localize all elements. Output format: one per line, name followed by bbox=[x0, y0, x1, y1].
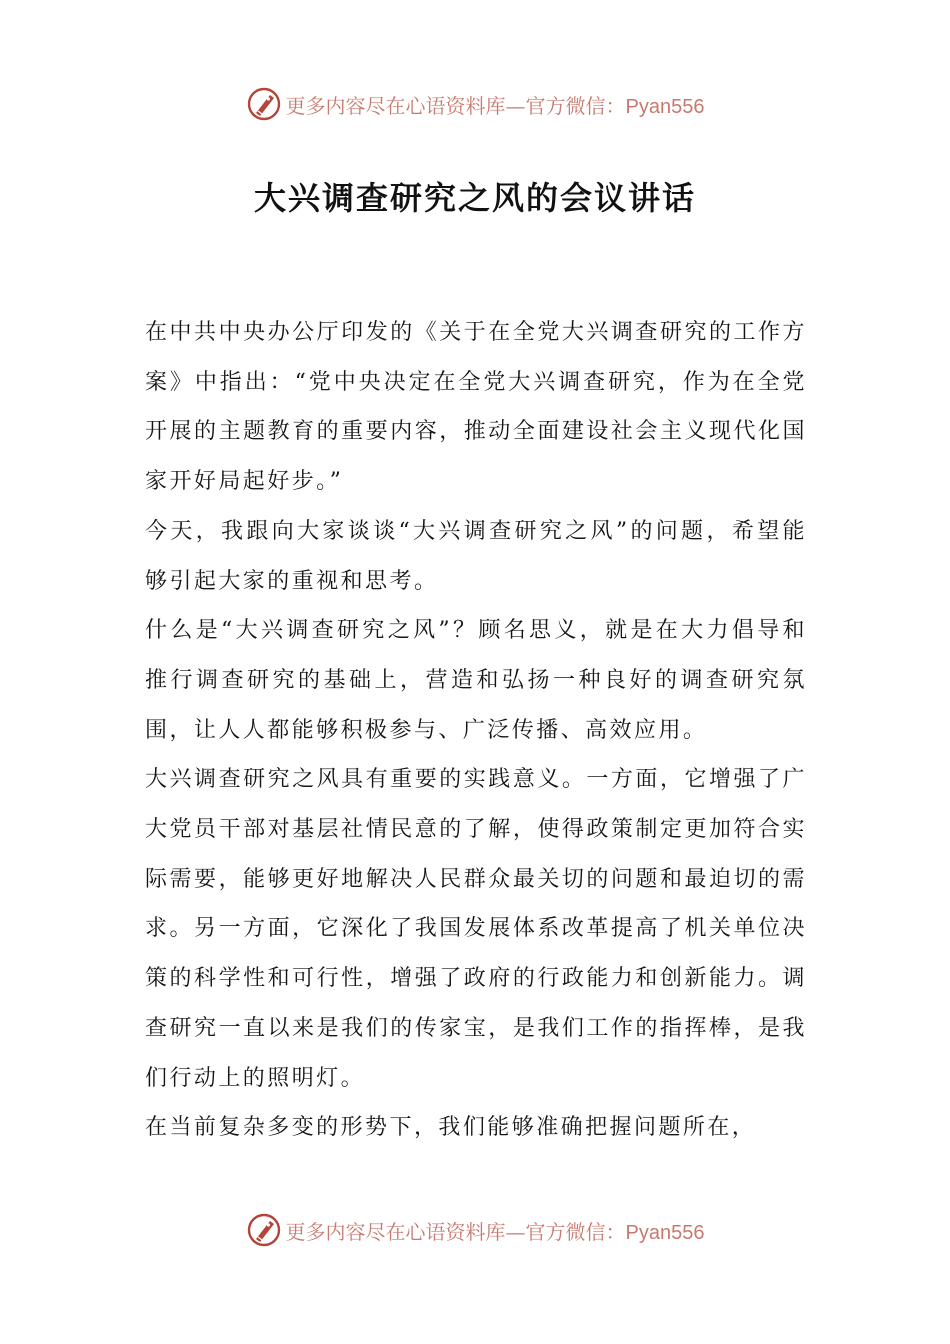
document-body bbox=[145, 308, 807, 1153]
paragraph: 什么是“大兴调查研究之风”？顾名思义，就是在大力倡导和推行调查研究的基础上，营造和弘扬一种良好的调查研究氛围，让人人都能够积极参与、广泛传播、高效应用。 bbox=[145, 618, 807, 743]
wechat-handle: Pyan556 bbox=[625, 1221, 705, 1244]
document-title: 大兴调查研究之风的会议讲话 bbox=[253, 179, 696, 217]
pen-nib-logo-icon bbox=[246, 86, 282, 122]
paragraph: 在中共中央办公厅印发的《关于在全党大兴调查研究的工作方案》中指出：“党中央决定在全党大兴调查研究，作为在全党开展的主题教育的重要内容，推动全面建设社会主义现代化国家开好局起好步。” bbox=[145, 320, 807, 495]
paragraph: 在当前复杂多变的形势下，我们能够准确把握问题所在， bbox=[145, 1115, 757, 1141]
banner-promo-text: 更多内容尽在心语资料库—官方微信： bbox=[285, 1219, 626, 1244]
banner-text bbox=[286, 1216, 705, 1245]
pen-nib-logo-icon bbox=[246, 1212, 282, 1248]
paragraph: 今天，我跟向大家谈谈“大兴调查研究之风”的问题，希望能够引起大家的重视和思考。 bbox=[145, 518, 807, 594]
banner-promo-text: 更多内容尽在心语资料库—官方微信： bbox=[285, 93, 626, 118]
footer-banner bbox=[0, 1208, 950, 1252]
header-banner bbox=[0, 82, 950, 126]
paragraph: 大兴调查研究之风具有重要的实践意义。一方面，它增强了广大党员干部对基层社情民意的了解，使得政策制定更加符合实际需要，能够更好地解决人民群众最关切的问题和最迫切的需求。另一方面，它深化了我国发展体系改革提高了机关单位决策的科学性和可行性，增强了政府的行政能力和创新能力。调查研究一直以来是我们的传家宝，是我们工作的指挥棒，是我们行动上的照明灯。 bbox=[145, 767, 807, 1091]
wechat-handle: Pyan556 bbox=[625, 95, 705, 118]
banner-text bbox=[286, 90, 705, 119]
